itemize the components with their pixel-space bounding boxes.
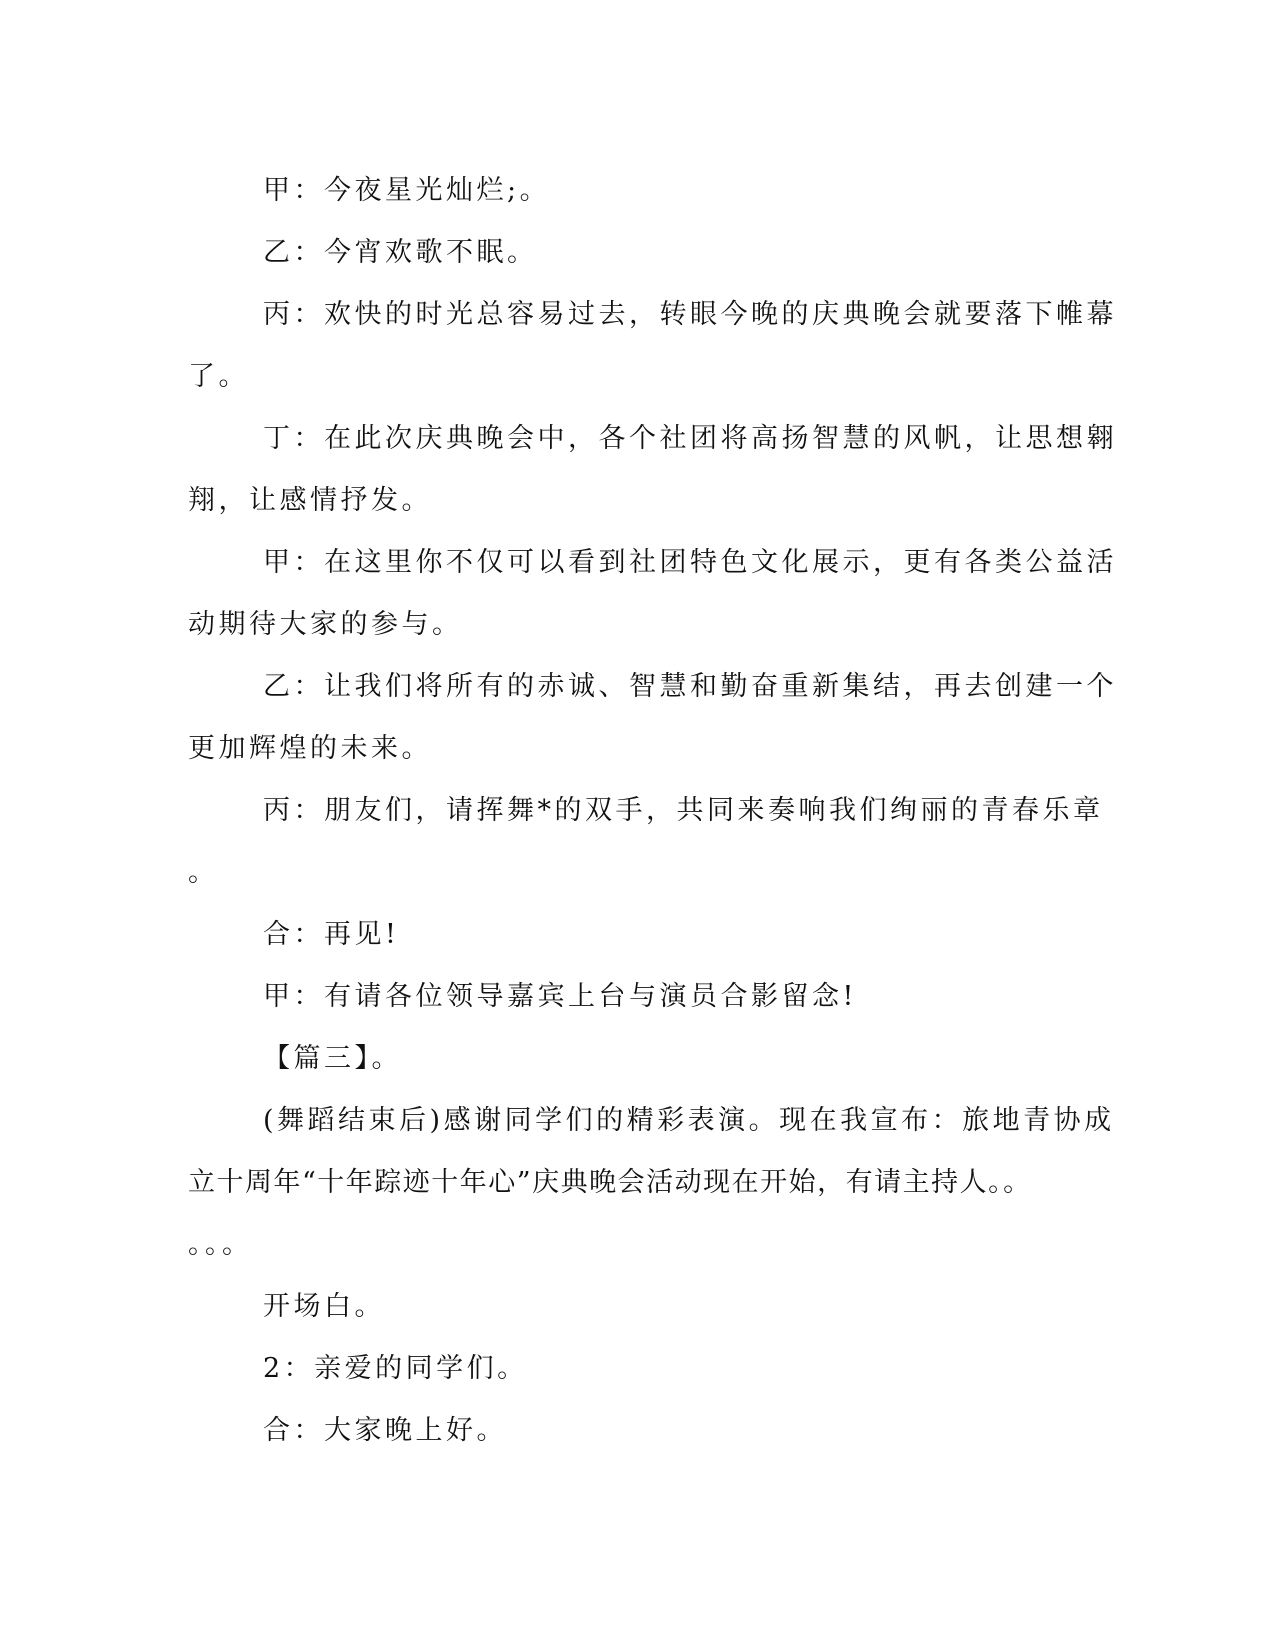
- paragraph-line: 甲：今夜星光灿烂;。: [263, 175, 551, 206]
- paragraph-line: 丙：朋友们，请挥舞*的双手，共同来奏响我们绚丽的青春乐章: [263, 795, 1104, 826]
- paragraph-line: 丁：在此次庆典晚会中，各个社团将高扬智慧的风帆，让思想翱: [263, 423, 1117, 454]
- paragraph-line: 合：再见!: [263, 919, 400, 950]
- paragraph-line: 2：亲爱的同学们。: [263, 1353, 528, 1384]
- paragraph-line: 更加辉煌的未来。: [188, 733, 432, 764]
- paragraph-line: 乙：让我们将所有的赤诚、智慧和勤奋重新集结，再去创建一个: [263, 671, 1117, 702]
- paragraph-line: 。: [188, 857, 219, 888]
- paragraph-line: 甲：有请各位领导嘉宾上台与演员合影留念!: [263, 981, 857, 1012]
- paragraph-line: 立十周年“十年踪迹十年心”庆典晚会活动现在开始，有请主持人。。: [188, 1167, 1032, 1198]
- paragraph-line: 合：大家晚上好。: [263, 1415, 507, 1446]
- paragraph-line: 开场白。: [263, 1291, 385, 1322]
- paragraph-line: 甲：在这里你不仅可以看到社团特色文化展示，更有各类公益活: [263, 547, 1117, 578]
- paragraph-line: 翔，让感情抒发。: [188, 485, 432, 516]
- paragraph-line: 。。。: [188, 1229, 253, 1260]
- paragraph-line: (舞蹈结束后)感谢同学们的精彩表演。现在我宣布：旅地青协成: [263, 1105, 1115, 1136]
- paragraph-line: 乙：今宵欢歌不眠。: [263, 237, 538, 268]
- paragraph-line: 丙：欢快的时光总容易过去，转眼今晚的庆典晚会就要落下帷幕: [263, 299, 1117, 330]
- paragraph-line: 动期待大家的参与。: [188, 609, 463, 640]
- section-heading: 【篇三】。: [263, 1043, 402, 1074]
- paragraph-line: 了。: [188, 361, 249, 392]
- document-body: [188, 160, 1117, 1462]
